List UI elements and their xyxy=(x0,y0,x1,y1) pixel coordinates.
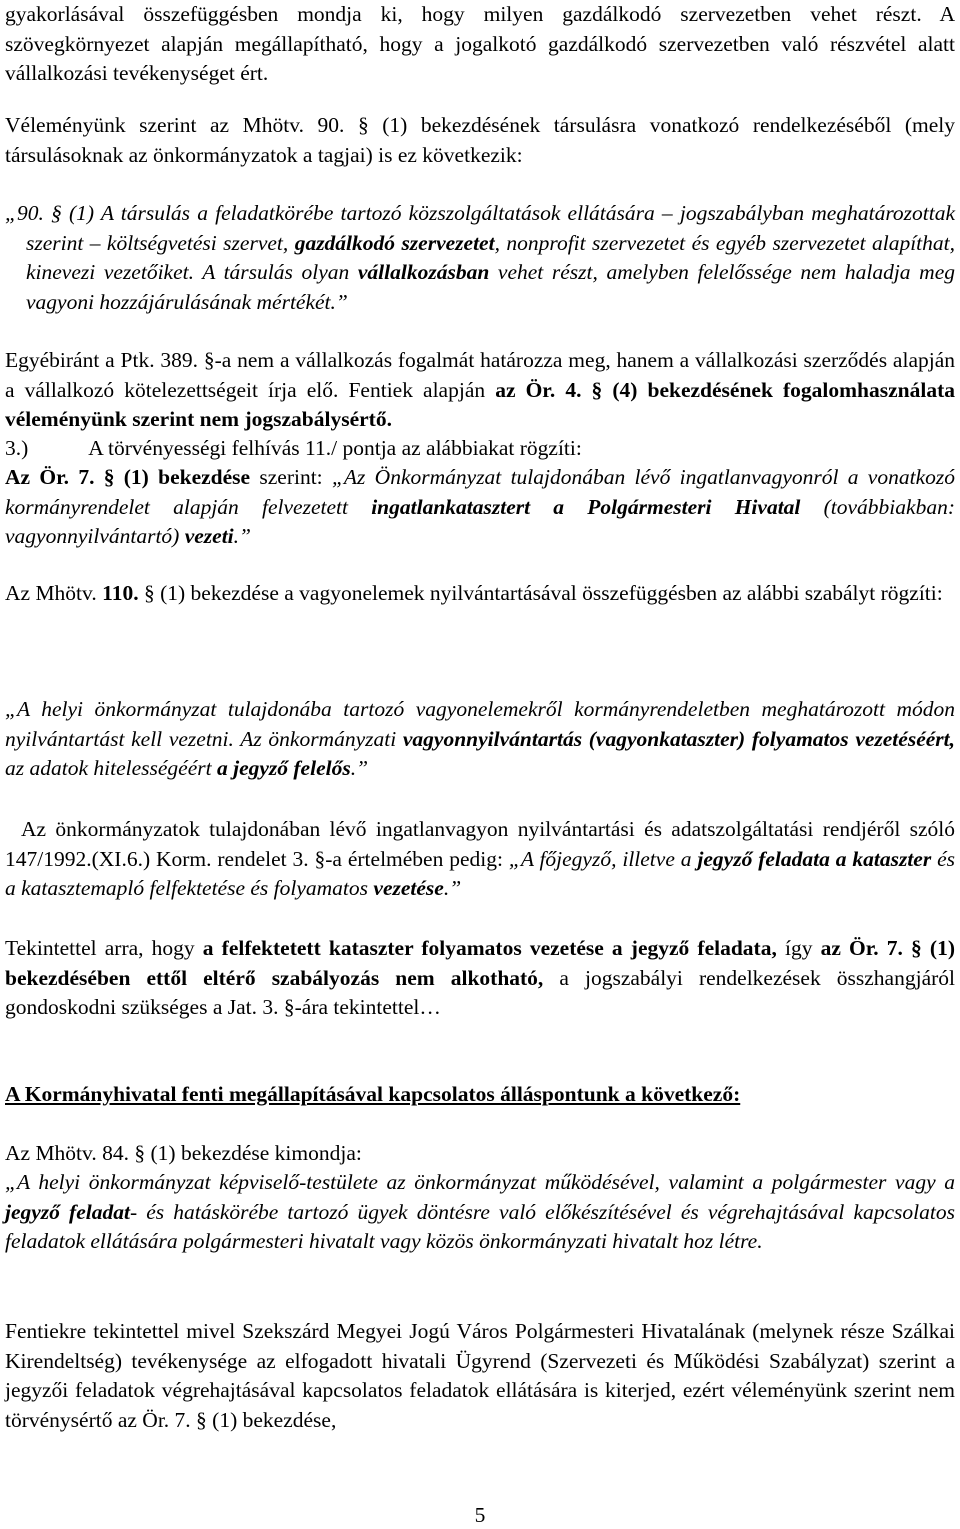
ptk-text: Egyébiránt a Ptk. 389. §-a nem a vállalkozás fogalmát határozza meg, hanem a vállalkozási szerződés alapján a vállalkozó kötelezettségeit írja elő. Fentiek alapján xyxy=(5,348,955,402)
paragraph-fentiekre: Fentiekre tekintettel mivel Szekszárd Megyei Jogú Város Polgármesteri Hivatalának (melynek része Szálkai Kirendeltség) tevékenysége az elfogadott hivatali Ügyrend (Szervezeti és Működési Szabályzat) szerint a jegyzői feladatok végrehajtásával kapcsolatos feladatok ellátására is kiterjed, ezért véleményünk szerint nem törvénysértő az Ör. 7. § (1) bekezdése, xyxy=(5,1319,955,1432)
section-3-text: A törvényességi felhívás 11./ pontja az alábbiakat rögzíti: xyxy=(88,436,582,460)
quote-mhotv-90-bold1: gazdálkodó szervezetet xyxy=(294,230,495,255)
quote-84-bold: jegyző feladat xyxy=(5,1199,130,1224)
quote-84-a: „A helyi önkormányzat képviselő-testülete az önkormányzat működésével, valamint a polgármester vagy a xyxy=(5,1170,955,1194)
korm-quote-bold-a: jegyző feladata a kataszter xyxy=(697,846,932,871)
quote-110-end: .” xyxy=(350,756,369,780)
paragraph-or-7 xyxy=(5,463,955,552)
tek-bold-a: a felfektetett kataszter folyamatos vezetése a jegyző feladata, xyxy=(202,936,777,960)
intro-line-2: A szövegkörnyezet alapján megállapítható, hogy a jogalkotó gazdálkodó szervezetben való részvétel alatt vállalkozási tevékenységet ért. xyxy=(5,2,955,85)
paragraph-mhotv-84: Az Mhötv. 84. § (1) bekezdése kimondja: xyxy=(5,1141,362,1165)
or-7-quote-1: „Az Önkormányzat tulajdonában lévő ingatlanvagyonról a vonatkozó kormányrendelet alapján felvezetett xyxy=(5,465,955,519)
quote-84-b: - és hatáskörébe tartozó ügyek döntésre való előkészítésével és végrehajtásával kapcsolatos feladatok ellátására polgármesteri hivatalt vagy közös önkormányzati hivatalt hoz létre. xyxy=(5,1199,955,1253)
or-7-quote-bold-2: vezeti xyxy=(184,524,234,548)
or-7-quote-end: .” xyxy=(233,524,252,548)
quote-mhotv-84 xyxy=(5,1168,955,1257)
ptk-conclusion: az Ör. 4. § (4) bekezdésének fogalomhasználata véleményünk szerint nem jogszabálysértő. xyxy=(5,377,955,431)
mhotv-110-a: Az Mhötv. xyxy=(5,581,103,605)
quote-mhotv-90-part3: vehet részt, amelyben felelőssége nem haladja meg vagyoni hozzájárulásának mértékét.” xyxy=(26,260,955,314)
korm-quote-bold-b: vezetése xyxy=(373,876,444,900)
paragraph-tekintettel xyxy=(5,934,955,1023)
quote-mhotv-110 xyxy=(5,695,955,784)
quote-mhotv-90-part1: „90. § (1) A társulás a feladatkörébe tartozó közszolgáltatások ellátására – jogszabályban meghatározottak szerint – költségvetési szervet, xyxy=(5,201,955,255)
tek-c: a jogszabályi rendelkezések összhangjáról gondoskodni szükséges a Jat. 3. §-ára tekintettel… xyxy=(5,965,955,1019)
paragraph-mhotv-110 xyxy=(5,579,955,609)
quote-110-bold-a: vagyonnyilvántartás (vagyonkataszter) folyamatos vezetéséért, xyxy=(402,726,955,751)
paragraph-ptk xyxy=(5,346,955,435)
quote-110-bold-b: a jegyző felelős xyxy=(216,756,351,780)
paragraph-korm-rendelet xyxy=(5,815,955,904)
quote-mhotv-90-bold2: vállalkozásban xyxy=(357,260,490,284)
mhotv-110-b: § (1) bekezdése a vagyonelemek nyilvántartásával összefüggésben az alábbi szabályt rögzíti: xyxy=(138,581,943,605)
quote-110-a: „A helyi önkormányzat tulajdonába tartozó vagyonelemekről kormányrendeletben meghatározott módon nyilvántartást kell vezetni. Az önkormányzati xyxy=(5,697,955,751)
or-7-ref: Az Ör. 7. § (1) bekezdése xyxy=(5,465,251,489)
intro-line-1: gyakorlásával összefüggésben mondja ki, hogy milyen gazdálkodó szervezetben vehet részt. xyxy=(5,2,922,26)
page-number: 5 xyxy=(474,1503,486,1527)
korm-quote-b: és a katasztemapló felfektetése és folyamatos xyxy=(5,846,955,900)
paragraph-intro xyxy=(5,0,955,89)
paragraph-mhotv-90: Véleményünk szerint az Mhötv. 90. § (1) bekezdésének társulásra vonatkozó rendelkezéséből (mely társulásoknak az önkormányzatok a tagjai) is ez következik: xyxy=(5,113,955,167)
korm-rendelet-text: Az önkormányzatok tulajdonában lévő ingatlanvagyon nyilvántartási és adatszolgáltatási rendjéről szóló 147/1992.(XI.6.) Korm. rendelet 3. §-a értelmében pedig: xyxy=(5,817,955,871)
section-3-number: 3.) xyxy=(5,436,29,460)
korm-quote-end: .” xyxy=(443,876,462,900)
or-7-quote-2: (továbbiakban: vagyonnyilvántartó) xyxy=(5,494,955,548)
or-7-text: szerint: xyxy=(250,465,332,489)
mhotv-110-num: 110. xyxy=(102,581,139,605)
quote-110-b: az adatok hitelességéért xyxy=(5,756,217,780)
quote-mhotv-90-part2: , nonprofit szervezetet és egyéb szervezetet alapíthat, kinevezi vezetőiket. A társulás olyan xyxy=(26,230,956,284)
tek-a: Tekintettel arra, hogy xyxy=(5,936,203,960)
korm-quote-a: „A főjegyző, illetve a xyxy=(508,846,698,871)
tek-b: így xyxy=(776,936,821,960)
section-heading: A Kormányhivatal fenti megállapításával kapcsolatos álláspontunk a következő: xyxy=(5,1082,741,1106)
section-3 xyxy=(5,434,955,464)
or-7-quote-bold-1: ingatlankatasztert a Polgármesteri Hivatal xyxy=(371,494,801,519)
quote-mhotv-90 xyxy=(5,199,955,317)
tek-bold-b: az Ör. 7. § (1) bekezdésében ettől eltérő szabályozás nem alkotható, xyxy=(5,936,956,990)
